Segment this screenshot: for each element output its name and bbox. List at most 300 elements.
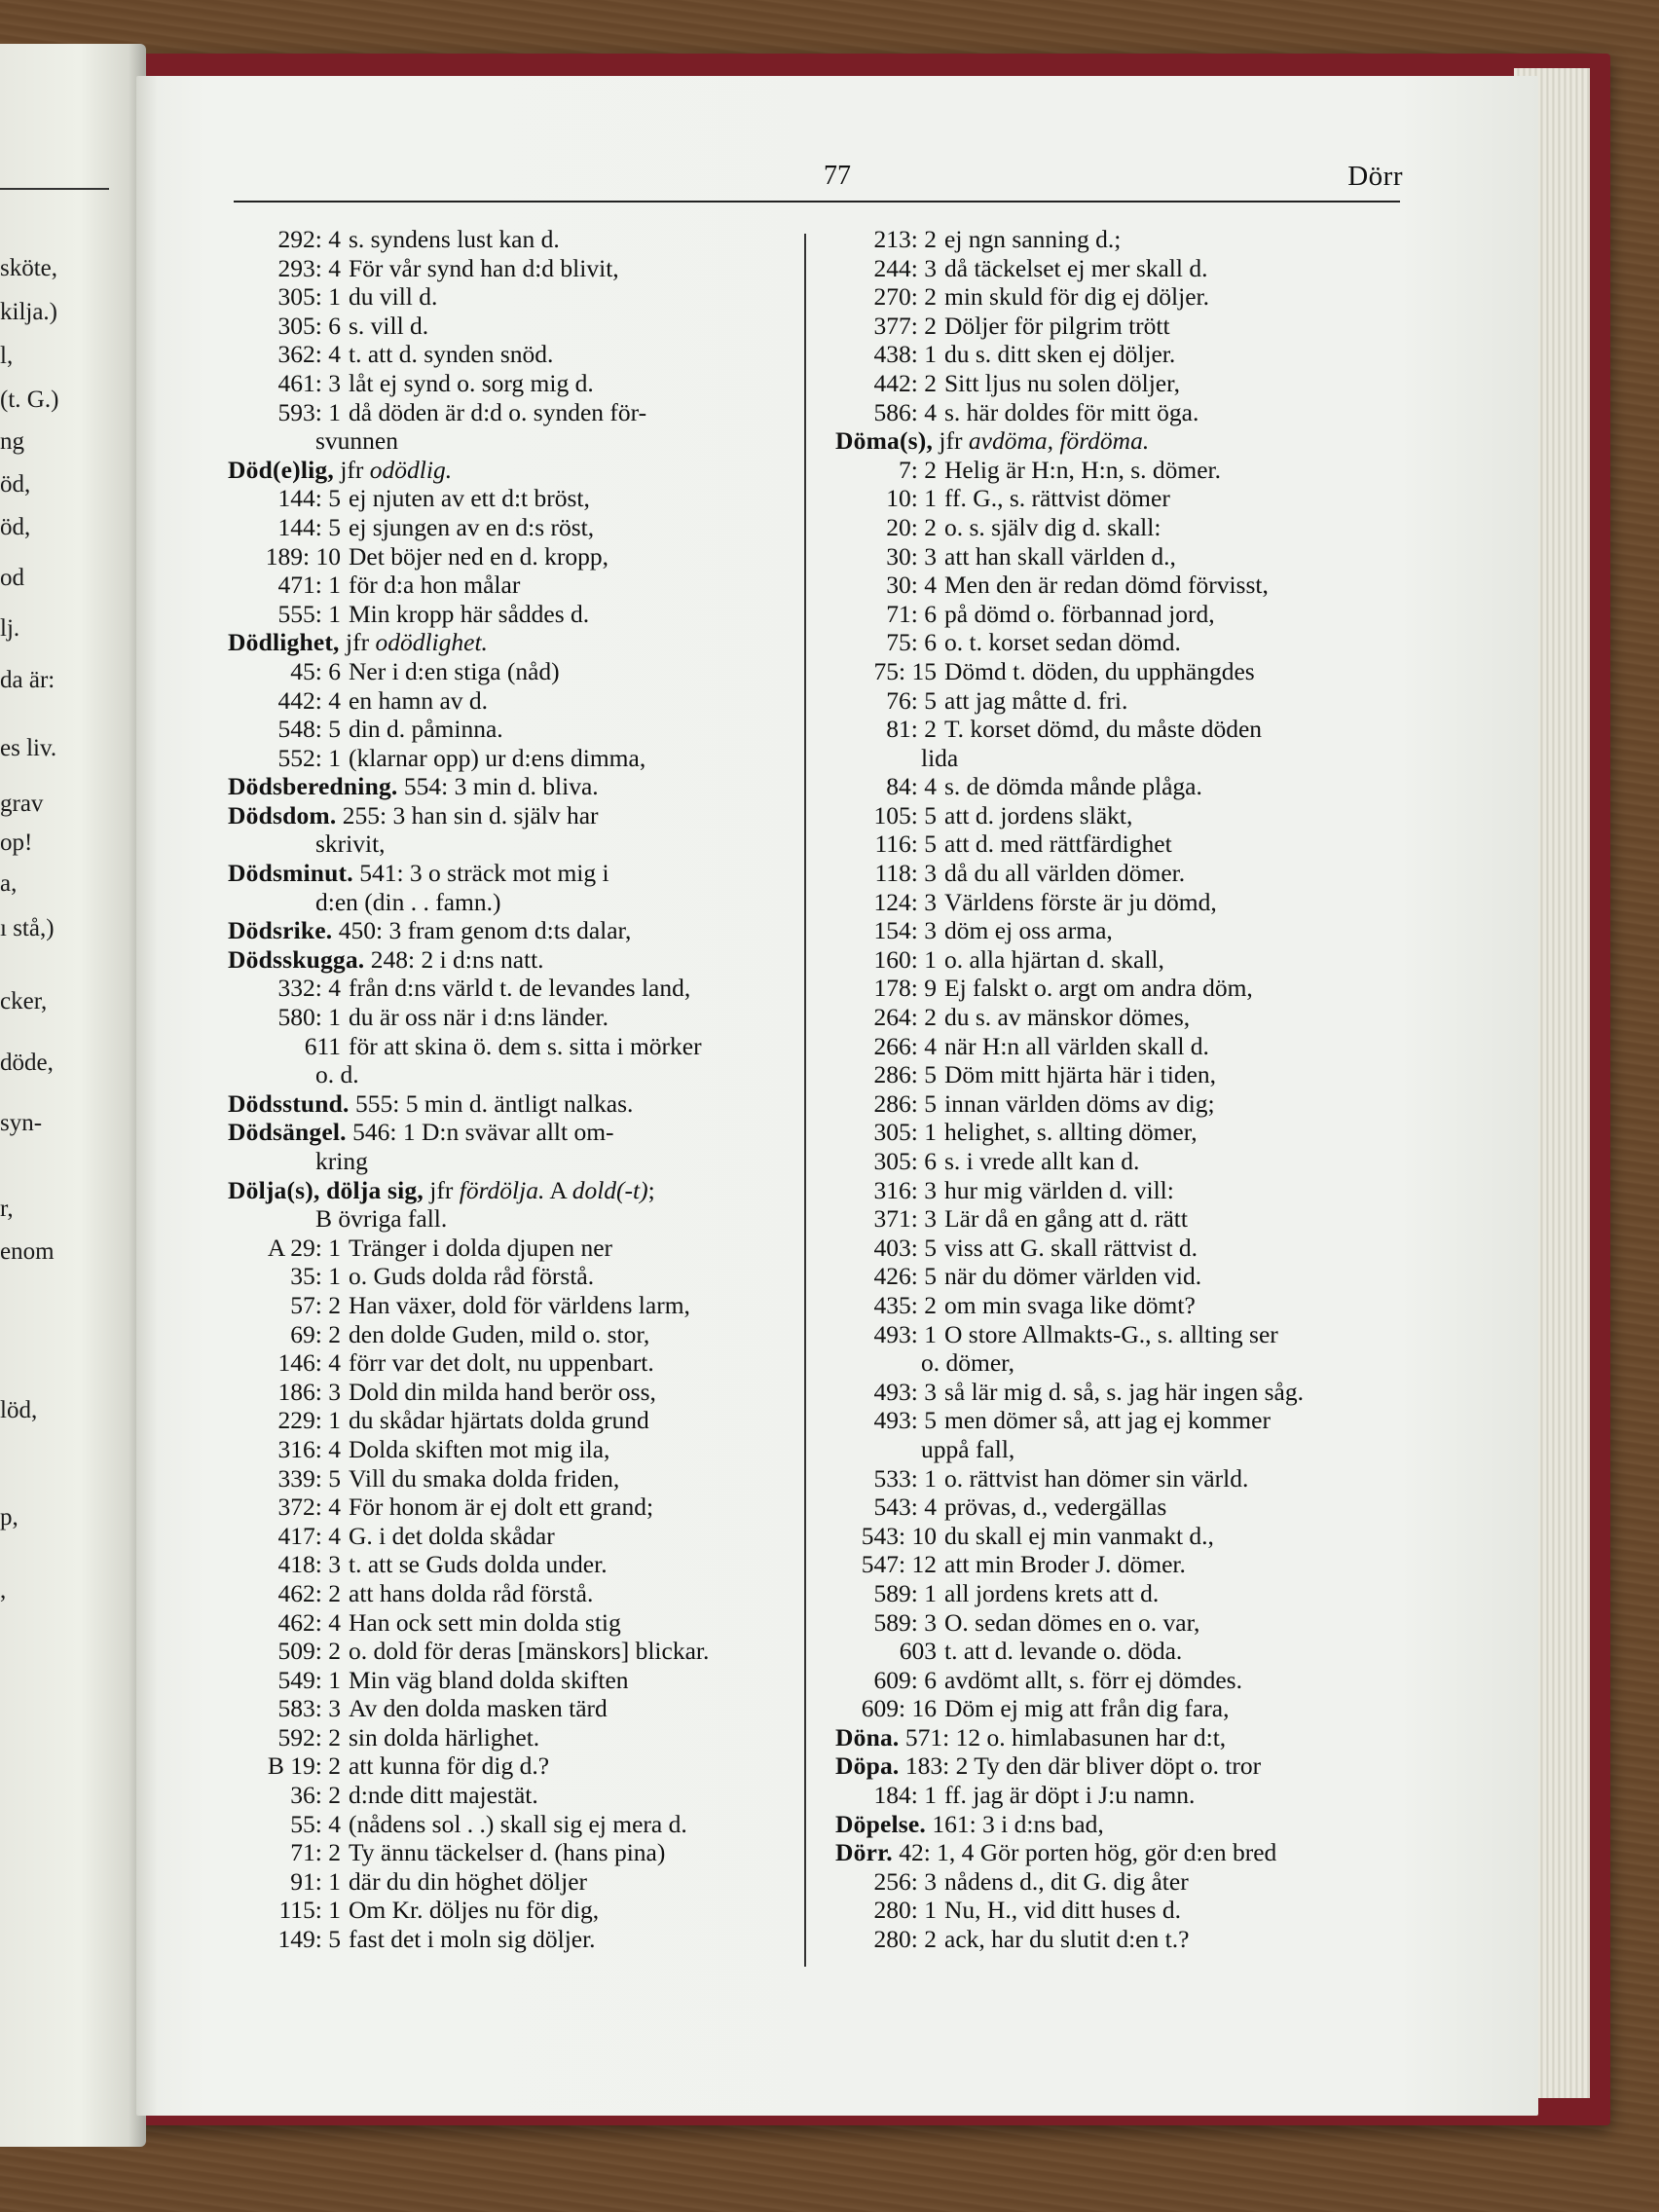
- index-reference-line: [835, 1867, 1400, 1897]
- hymn-reference: 549: 1: [277, 1665, 341, 1694]
- index-reference-line: [228, 657, 791, 686]
- index-reference-line: [835, 600, 1400, 629]
- index-reference-line: [835, 1262, 1400, 1291]
- quote-text: att jag måtte d. fri.: [944, 685, 1128, 715]
- hymn-reference: 71: 6: [886, 599, 937, 628]
- quote-text: du skall ej min vanmakt d.,: [944, 1521, 1214, 1550]
- quote-text: s. vill d.: [349, 311, 429, 340]
- index-reference-line: [228, 1637, 791, 1666]
- quote-text: Om Kr. döljes nu för dig,: [349, 1896, 600, 1925]
- hymn-reference: 493: 1: [873, 1319, 937, 1348]
- quote-text: Dolda skiften mot mig ila,: [349, 1434, 610, 1463]
- hymn-reference: 493: 5: [873, 1406, 937, 1435]
- headword-entry: [228, 801, 791, 830]
- hymn-reference: 57: 2: [290, 1290, 341, 1319]
- quote-text: från d:ns värld t. de levandes land,: [349, 974, 691, 1003]
- index-reference-line: [835, 1291, 1400, 1320]
- index-reference-line: [228, 1925, 791, 1954]
- hymn-reference: 84: 4: [886, 772, 937, 801]
- entry-text: 42: 1, 4 Gör porten hög, gör d:en bred: [892, 1838, 1277, 1867]
- quote-text: Han växer, dold för världens larm,: [349, 1290, 690, 1319]
- index-reference-line: [835, 657, 1400, 686]
- hymn-reference: 69: 2: [290, 1319, 341, 1348]
- index-reference-line: [835, 1204, 1400, 1234]
- index-reference-line: [228, 1838, 791, 1867]
- hymn-reference: 471: 1: [277, 571, 341, 600]
- headword-entry: [228, 772, 791, 801]
- quote-text: sin dolda härlighet.: [349, 1722, 540, 1751]
- headword: Döna.: [835, 1722, 900, 1751]
- quote-text: O store Allmakts-G., s. allting ser: [944, 1319, 1278, 1348]
- index-reference-line: [835, 1579, 1400, 1608]
- quote-text: Ner i d:en stiga (nåd): [349, 656, 560, 685]
- index-reference-line: [228, 1810, 791, 1839]
- hymn-reference: 426: 5: [873, 1262, 937, 1291]
- quote-text: Helig är H:n, H:n, s. dömer.: [944, 455, 1221, 484]
- left-page-text-fragment: ı stå,): [0, 915, 55, 941]
- index-reference-line: [835, 1147, 1400, 1176]
- index-reference-line: [835, 542, 1400, 571]
- quote-text: Sitt ljus nu solen döljer,: [944, 368, 1180, 397]
- quote-text: Tränger i dolda djupen ner: [349, 1233, 612, 1262]
- quote-text: Döm ej mig att från dig fara,: [944, 1694, 1230, 1723]
- hymn-reference: 75: 6: [886, 628, 937, 657]
- left-page-text-fragment: es liv.: [0, 735, 57, 761]
- index-reference-line: [228, 282, 791, 312]
- left-page-text-fragment: p,: [0, 1504, 18, 1530]
- hymn-reference: 55: 4: [290, 1809, 341, 1838]
- continuation-line: [835, 744, 1400, 773]
- hymn-reference: 71: 2: [290, 1838, 341, 1867]
- hymn-reference: 91: 1: [290, 1866, 341, 1896]
- continuation-text: svunnen: [315, 426, 398, 456]
- headword-entry: [835, 1838, 1400, 1867]
- headword-entry: [228, 456, 791, 485]
- headword: Dödlighet,: [228, 628, 340, 657]
- quote-text: du skådar hjärtats dolda grund: [349, 1406, 649, 1435]
- page-header: [234, 161, 1402, 200]
- quote-text: (klarnar opp) ur d:ens dimma,: [349, 743, 646, 772]
- quote-text: viss att G. skall rättvist d.: [944, 1233, 1198, 1262]
- quote-text: att d. med rättfärdighet: [944, 830, 1172, 859]
- index-reference-line: [835, 1234, 1400, 1263]
- quote-text: Världens förste är ju dömd,: [944, 887, 1217, 916]
- hymn-reference: 30: 3: [886, 541, 937, 571]
- entry-text: 546: 1 D:n svävar allt om-: [346, 1118, 614, 1147]
- headword: Dölja(s), dölja sig,: [228, 1175, 424, 1204]
- quote-text: för att skina ö. dem s. sitta i mörker: [349, 1031, 702, 1060]
- hymn-reference: A 29: 1: [267, 1233, 341, 1262]
- entry-text: 571: 12 o. himlabasunen har d:t,: [899, 1722, 1227, 1751]
- hymn-reference: 552: 1: [277, 743, 341, 772]
- quote-text: G. i det dolda skådar: [349, 1521, 555, 1550]
- index-reference-line: [228, 1320, 791, 1349]
- index-reference-line: [835, 571, 1400, 600]
- quote-text: men dömer så, att jag ej kommer: [944, 1406, 1271, 1435]
- left-page-text-fragment: od: [0, 565, 24, 591]
- quote-text: när du dömer världen vid.: [944, 1262, 1202, 1291]
- hymn-reference: 509: 2: [277, 1637, 341, 1666]
- left-page-text-fragment: döde,: [0, 1050, 54, 1076]
- quote-text: Han ock sett min dolda stig: [349, 1607, 621, 1637]
- quote-text: förr var det dolt, nu uppenbart.: [349, 1348, 654, 1378]
- hymn-reference: 256: 3: [873, 1866, 937, 1896]
- index-reference-line: [228, 1003, 791, 1032]
- hymn-reference: 149: 5: [277, 1925, 341, 1954]
- left-header-rule: [0, 188, 109, 190]
- quote-text: prövas, d., vedergällas: [944, 1493, 1167, 1522]
- hymn-reference: 178: 9: [873, 974, 937, 1003]
- left-page-text-fragment: r,: [0, 1196, 14, 1222]
- index-reference-line: [835, 1406, 1400, 1435]
- quote-text: då döden är d:d o. synden för-: [349, 397, 647, 426]
- index-reference-line: [835, 312, 1400, 341]
- index-reference-line: [835, 1464, 1400, 1493]
- index-reference-line: [228, 1751, 791, 1781]
- index-reference-line: [835, 1003, 1400, 1032]
- index-reference-line: [228, 225, 791, 254]
- left-page-text-fragment: (t. G.): [0, 387, 59, 413]
- left-page-text-fragment: öd,: [0, 471, 31, 498]
- quote-text: (nådens sol . .) skall sig ej mera d.: [349, 1809, 687, 1838]
- quote-text: att han skall världen d.,: [944, 541, 1176, 571]
- hymn-reference: 583: 3: [277, 1694, 341, 1723]
- index-reference-line: [835, 369, 1400, 398]
- quote-text: att hans dolda råd förstå.: [349, 1578, 594, 1607]
- index-reference-line: [835, 830, 1400, 859]
- index-reference-line: [835, 628, 1400, 657]
- headword: Dödsstund.: [228, 1088, 350, 1118]
- hymn-reference: 611: [304, 1031, 341, 1060]
- quote-text: o. s. själv dig d. skall:: [944, 512, 1161, 541]
- index-reference-line: [228, 1435, 791, 1464]
- left-column: [228, 225, 791, 1954]
- headword-entry: [835, 426, 1400, 456]
- quote-text: helighet, s. allting dömer,: [944, 1118, 1198, 1147]
- quote-text: döm ej oss arma,: [944, 916, 1113, 945]
- hymn-reference: 270: 2: [873, 282, 937, 312]
- index-reference-line: [835, 1032, 1400, 1061]
- hymn-reference: 603: [899, 1637, 937, 1666]
- index-reference-line: [228, 340, 791, 369]
- cross-reference: odödlig.: [369, 455, 453, 484]
- hymn-reference: 461: 3: [277, 368, 341, 397]
- hymn-reference: 186: 3: [277, 1377, 341, 1406]
- continuation-line: [228, 1060, 791, 1089]
- entry-text: 541: 3 o sträck mot mig i: [352, 859, 609, 888]
- quote-text: så lär mig d. så, s. jag här ingen såg.: [944, 1377, 1304, 1406]
- left-page-text-fragment: a,: [0, 870, 18, 897]
- left-page-text-fragment: sköte,: [0, 255, 58, 281]
- quote-text: O. sedan dömes en o. var,: [944, 1607, 1200, 1637]
- entry-text: 554: 3 min d. bliva.: [397, 772, 599, 801]
- index-reference-line: [228, 1348, 791, 1378]
- index-reference-line: [835, 1666, 1400, 1695]
- hymn-reference: 154: 3: [873, 916, 937, 945]
- left-page-text-fragment: op!: [0, 830, 33, 856]
- continuation-line: [835, 1435, 1400, 1464]
- index-reference-line: [228, 1464, 791, 1493]
- hymn-reference: 589: 3: [873, 1607, 937, 1637]
- quote-text: all jordens krets att d.: [944, 1578, 1160, 1607]
- quote-text: innan världen döms av dig;: [944, 1088, 1215, 1118]
- entry-tail-italic: dold(-t): [571, 1175, 648, 1204]
- quote-text: Min kropp här såddes d.: [349, 599, 590, 628]
- quote-text: ej sjungen av en d:s röst,: [349, 512, 595, 541]
- hymn-reference: 547: 12: [861, 1550, 937, 1579]
- column-divider: [804, 234, 806, 1967]
- left-page-text-fragment: ng: [0, 428, 24, 455]
- quote-text: att d. jordens släkt,: [944, 800, 1133, 830]
- quote-text: att kunna för dig d.?: [349, 1751, 550, 1781]
- quote-text: s. här doldes för mitt öga.: [944, 397, 1199, 426]
- hymn-reference: 332: 4: [277, 974, 341, 1003]
- headword-entry: [835, 1810, 1400, 1839]
- quote-text: din d. påminna.: [349, 715, 503, 744]
- quote-text: t. att se Guds dolda under.: [349, 1550, 608, 1579]
- entry-text: 183: 2 Ty den där bliver döpt o. tror: [899, 1751, 1262, 1781]
- hymn-reference: 286: 5: [873, 1088, 937, 1118]
- hymn-reference: 362: 4: [277, 340, 341, 369]
- left-page-fragment: [0, 44, 146, 2147]
- headword: Dödsängel.: [228, 1118, 347, 1147]
- hymn-reference: 118: 3: [874, 859, 937, 888]
- header-rule: [234, 201, 1400, 203]
- quote-text: Vill du smaka dolda friden,: [349, 1463, 620, 1493]
- index-reference-line: [228, 1291, 791, 1320]
- hymn-reference: 264: 2: [873, 1003, 937, 1032]
- hymn-reference: 280: 2: [873, 1925, 937, 1954]
- index-reference-line: [228, 1694, 791, 1723]
- quote-text: Min väg bland dolda skiften: [349, 1665, 629, 1694]
- hymn-reference: 609: 6: [873, 1665, 937, 1694]
- hymn-reference: 418: 3: [277, 1550, 341, 1579]
- hymn-reference: 45: 6: [290, 656, 341, 685]
- entry-text: 255: 3 han sin d. själv har: [336, 800, 599, 830]
- entry-text: jfr: [933, 426, 969, 456]
- index-reference-line: [835, 1320, 1400, 1349]
- index-reference-line: [228, 1579, 791, 1608]
- hymn-reference: 438: 1: [873, 340, 937, 369]
- quote-text: nådens d., dit G. dig åter: [944, 1866, 1189, 1896]
- index-reference-line: [835, 1694, 1400, 1723]
- index-reference-line: [228, 1522, 791, 1551]
- index-reference-line: [228, 398, 791, 427]
- hymn-reference: 548: 5: [277, 715, 341, 744]
- hymn-reference: 593: 1: [277, 397, 341, 426]
- hymn-reference: 189: 10: [265, 541, 341, 571]
- quote-text: Det böjer ned en d. kropp,: [349, 541, 608, 571]
- hymn-reference: 184: 1: [873, 1781, 937, 1810]
- quote-text: min skuld för dig ej döljer.: [944, 282, 1209, 312]
- quote-text: Men den är redan dömd förvisst,: [944, 571, 1269, 600]
- hymn-reference: 20: 2: [886, 512, 937, 541]
- index-reference-line: [835, 456, 1400, 485]
- index-reference-line: [228, 1781, 791, 1810]
- quote-text: ej ngn sanning d.;: [944, 225, 1122, 253]
- index-reference-line: [835, 1896, 1400, 1925]
- index-reference-line: [835, 1781, 1400, 1810]
- continuation-line: [835, 1348, 1400, 1378]
- headword: Döma(s),: [835, 426, 934, 456]
- index-reference-line: [228, 571, 791, 600]
- hymn-reference: 589: 1: [873, 1578, 937, 1607]
- continuation-text: kring: [315, 1147, 368, 1175]
- hymn-reference: 146: 4: [277, 1348, 341, 1378]
- hymn-reference: 81: 2: [886, 715, 937, 744]
- index-reference-line: [835, 1493, 1400, 1522]
- headword-entry: [228, 945, 791, 975]
- headword: Dörr.: [835, 1838, 893, 1867]
- index-reference-line: [228, 1406, 791, 1435]
- quote-text: då täckelset ej mer skall d.: [944, 253, 1208, 282]
- left-page-text-fragment: syn-: [0, 1110, 43, 1136]
- left-page-text-fragment: lj.: [0, 615, 20, 642]
- hymn-reference: 543: 10: [861, 1521, 937, 1550]
- quote-text: Dömd t. döden, du upphängdes: [944, 656, 1255, 685]
- index-reference-line: [228, 513, 791, 542]
- headword: Död(e)lig,: [228, 455, 334, 484]
- cross-reference: odödlighet.: [375, 628, 488, 657]
- quote-text: du är oss när i d:ns länder.: [349, 1003, 608, 1032]
- headword-entry: [835, 1723, 1400, 1752]
- index-reference-line: [228, 1867, 791, 1897]
- hymn-reference: 160: 1: [873, 944, 937, 974]
- continuation-line: [228, 830, 791, 859]
- quote-text: för d:a hon målar: [349, 571, 521, 600]
- hymn-reference: 371: 3: [873, 1204, 937, 1234]
- index-reference-line: [835, 1378, 1400, 1407]
- hymn-reference: 533: 1: [873, 1463, 937, 1493]
- index-reference-line: [835, 1522, 1400, 1551]
- hymn-reference: 280: 1: [873, 1896, 937, 1925]
- index-reference-line: [835, 1089, 1400, 1119]
- index-reference-line: [228, 600, 791, 629]
- index-reference-line: [228, 715, 791, 744]
- continuation-line: [228, 1204, 791, 1234]
- right-column: [835, 225, 1400, 1954]
- quote-text: Ej falskt o. argt om andra döm,: [944, 974, 1253, 1003]
- quote-text: o. dold för deras [mänskors] blickar.: [349, 1637, 710, 1666]
- headword-entry: [228, 859, 791, 888]
- index-reference-line: [835, 1925, 1400, 1954]
- quote-text: Ty ännu täckelser d. (hans pina): [349, 1838, 666, 1867]
- index-reference-line: [835, 801, 1400, 830]
- index-reference-line: [835, 484, 1400, 513]
- entry-text: jfr: [333, 455, 370, 484]
- index-reference-line: [228, 484, 791, 513]
- index-reference-line: [835, 1060, 1400, 1089]
- hymn-reference: 339: 5: [277, 1463, 341, 1493]
- headword: Dödsdom.: [228, 800, 337, 830]
- quote-text: o. rättvist han dömer sin värld.: [944, 1463, 1249, 1493]
- quote-text: låt ej synd o. sorg mig d.: [349, 368, 594, 397]
- headword: Dödsrike.: [228, 916, 333, 945]
- index-reference-line: [228, 686, 791, 716]
- hymn-reference: 316: 3: [873, 1175, 937, 1204]
- quote-text: Dold din milda hand berör oss,: [349, 1377, 656, 1406]
- left-page-text-fragment: kilja.): [0, 299, 58, 325]
- hymn-reference: 7: 2: [899, 455, 937, 484]
- hymn-reference: 305: 1: [277, 282, 341, 312]
- index-reference-line: [835, 398, 1400, 427]
- continuation-line: [228, 426, 791, 456]
- index-reference-line: [835, 1608, 1400, 1638]
- hymn-reference: 462: 2: [277, 1578, 341, 1607]
- left-page-text-fragment: löd,: [0, 1397, 38, 1423]
- hymn-reference: 592: 2: [277, 1722, 341, 1751]
- index-reference-line: [835, 974, 1400, 1003]
- index-reference-line: [835, 1550, 1400, 1579]
- left-page-text-fragment: grav: [0, 791, 44, 817]
- hymn-reference: 36: 2: [290, 1781, 341, 1810]
- left-page-text-fragment: cker,: [0, 988, 48, 1014]
- hymn-reference: 377: 2: [873, 311, 937, 340]
- index-reference-line: [835, 859, 1400, 888]
- continuation-line: [228, 888, 791, 917]
- left-page-text-fragment: enom: [0, 1238, 55, 1265]
- hymn-reference: 580: 1: [277, 1003, 341, 1032]
- hymn-reference: 10: 1: [886, 484, 937, 513]
- entry-text: jfr: [423, 1175, 460, 1204]
- quote-text: att min Broder J. dömer.: [944, 1550, 1186, 1579]
- quote-text: s. i vrede allt kan d.: [944, 1147, 1140, 1175]
- headword: Dödsminut.: [228, 859, 353, 888]
- entry-text: 450: 3 fram genom d:ts dalar,: [332, 916, 632, 945]
- hymn-reference: 417: 4: [277, 1521, 341, 1550]
- hymn-reference: 372: 4: [277, 1493, 341, 1522]
- index-reference-line: [835, 1176, 1400, 1205]
- hymn-reference: 266: 4: [873, 1031, 937, 1060]
- quote-text: avdömt allt, s. förr ej dömdes.: [944, 1665, 1242, 1694]
- hymn-reference: 305: 6: [873, 1147, 937, 1175]
- index-reference-line: [228, 1608, 791, 1638]
- index-reference-line: [835, 916, 1400, 945]
- cross-reference: avdöma, fördöma.: [968, 426, 1150, 456]
- headword-entry: [228, 916, 791, 945]
- index-reference-line: [228, 1378, 791, 1407]
- hymn-reference: 292: 4: [277, 225, 341, 253]
- quote-text: För honom är ej dolt ett grand;: [349, 1493, 654, 1522]
- quote-text: du s. av mänskor dömes,: [944, 1003, 1191, 1032]
- headword-entry: [228, 1118, 791, 1147]
- hymn-reference: 462: 4: [277, 1607, 341, 1637]
- headword-entry: [228, 1176, 791, 1205]
- continuation-text: o. dömer,: [921, 1348, 1014, 1378]
- index-reference-line: [228, 1234, 791, 1263]
- quote-text: Av den dolda masken tärd: [349, 1694, 608, 1723]
- quote-text: t. att d. levande o. döda.: [944, 1637, 1183, 1666]
- quote-text: fast det i moln sig döljer.: [349, 1925, 596, 1954]
- index-reference-line: [835, 340, 1400, 369]
- hymn-reference: 555: 1: [277, 599, 341, 628]
- continuation-text: lida: [921, 743, 959, 772]
- hymn-reference: 30: 4: [886, 571, 937, 600]
- headword: Dödsskugga.: [228, 944, 365, 974]
- quote-text: ack, har du slutit d:en t.?: [944, 1925, 1190, 1954]
- continuation-text: o. d.: [315, 1060, 359, 1089]
- hymn-reference: B 19: 2: [267, 1751, 341, 1781]
- left-page-text-fragment: öd,: [0, 514, 31, 540]
- index-reference-line: [835, 254, 1400, 283]
- index-reference-line: [228, 254, 791, 283]
- index-reference-line: [835, 945, 1400, 975]
- index-reference-line: [228, 974, 791, 1003]
- quote-text: du vill d.: [349, 282, 438, 312]
- index-reference-line: [228, 542, 791, 571]
- continuation-text: B övriga fall.: [315, 1204, 448, 1234]
- quote-text: där du din höghet döljer: [349, 1866, 588, 1896]
